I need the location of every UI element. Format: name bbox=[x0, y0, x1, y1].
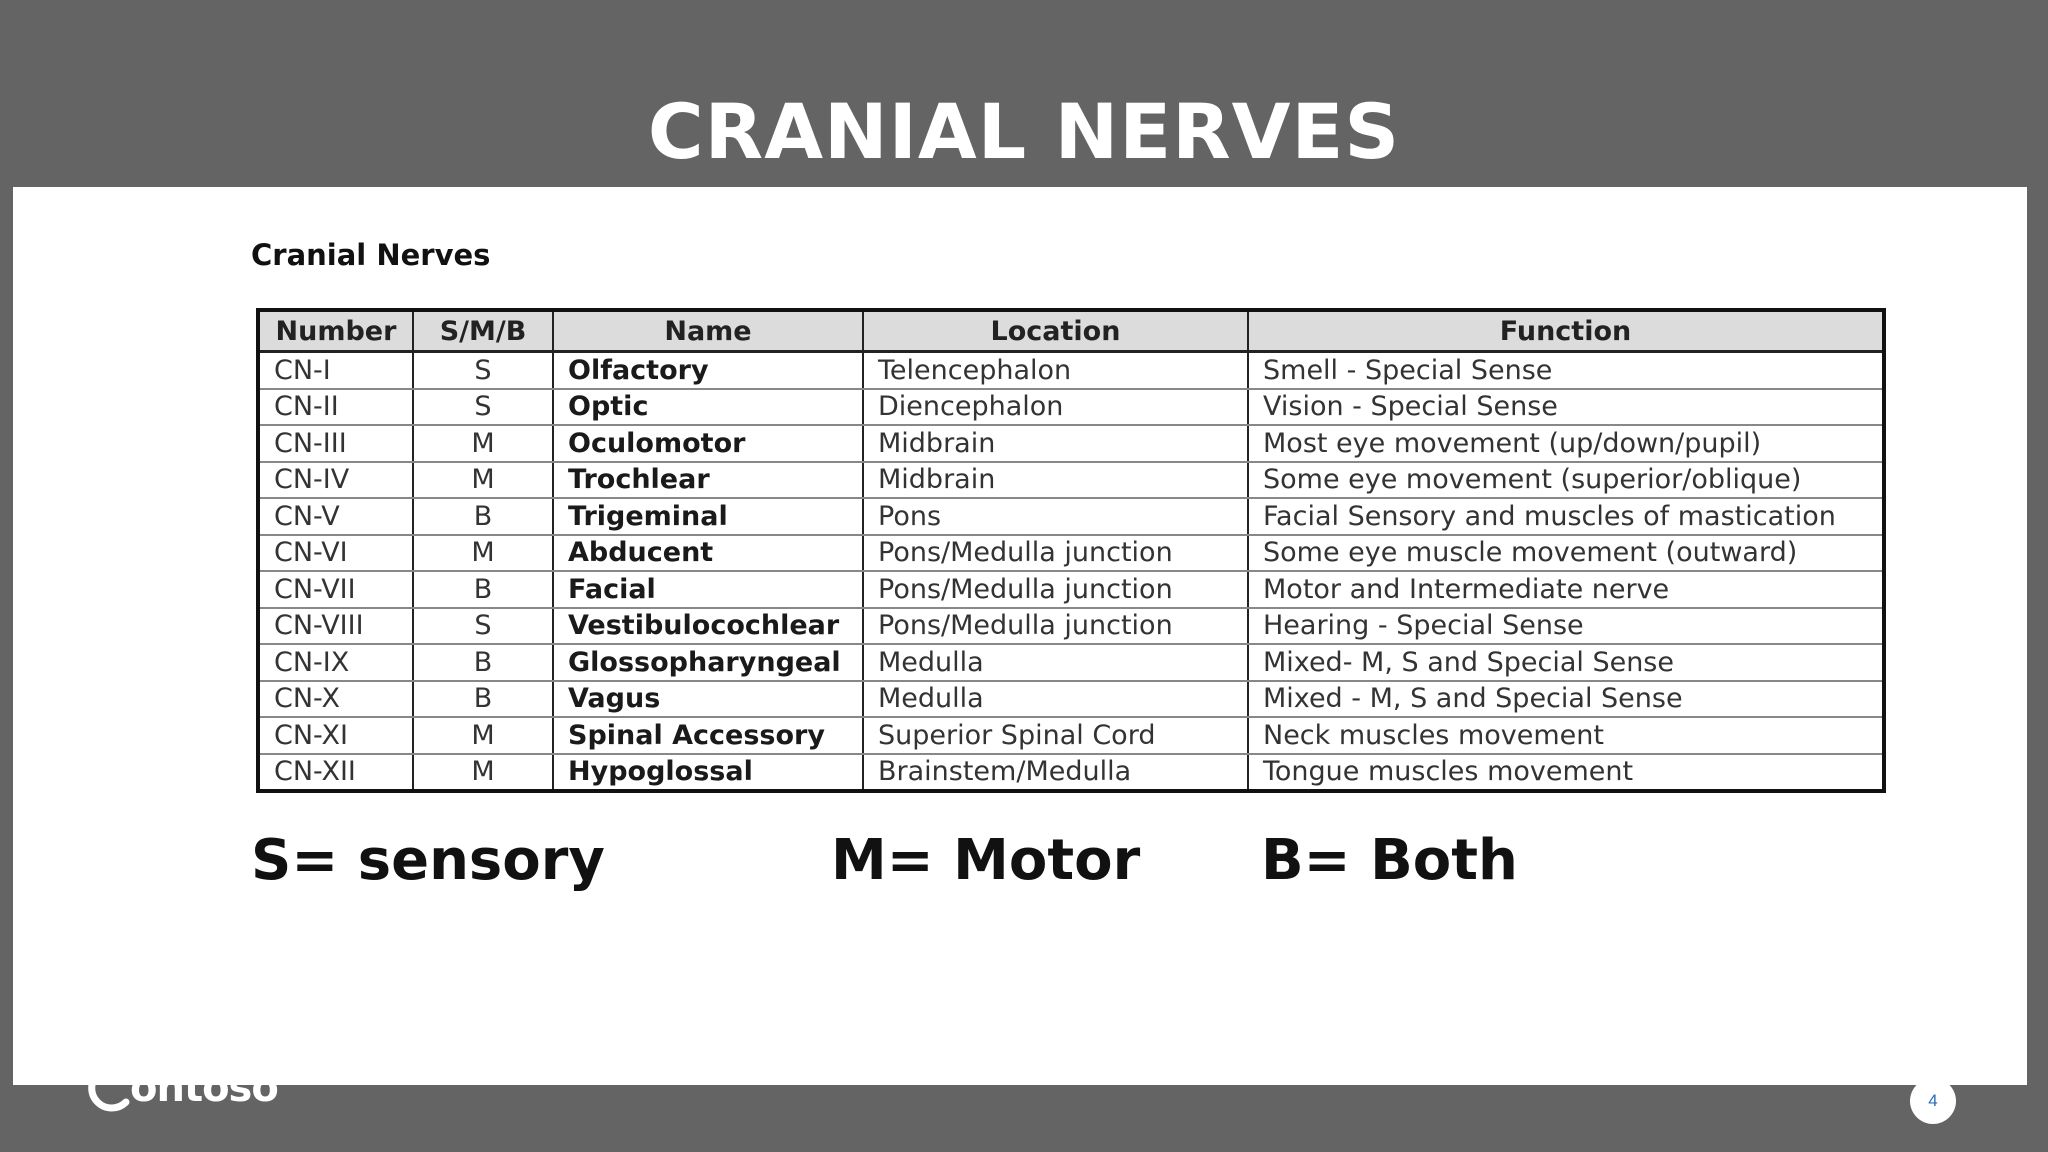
table-row bbox=[258, 462, 1884, 499]
table-body bbox=[258, 352, 1884, 792]
slide-title: CRANIAL NERVES bbox=[647, 87, 1401, 176]
table-row bbox=[258, 644, 1884, 681]
cell-function: Smell - Special Sense bbox=[1248, 352, 1884, 389]
company-logo bbox=[86, 1062, 278, 1114]
cell-type: M bbox=[413, 425, 553, 462]
table-row bbox=[258, 754, 1884, 792]
cell-number: CN-III bbox=[258, 425, 413, 462]
table-row bbox=[258, 352, 1884, 389]
cell-function: Tongue muscles movement bbox=[1248, 754, 1884, 792]
legend-sensory: S= sensory bbox=[251, 828, 605, 893]
cell-location: Pons bbox=[863, 498, 1248, 535]
cell-location: Midbrain bbox=[863, 462, 1248, 499]
table-row bbox=[258, 608, 1884, 645]
cell-location: Diencephalon bbox=[863, 389, 1248, 426]
table-row bbox=[258, 535, 1884, 572]
cell-function: Mixed- M, S and Special Sense bbox=[1248, 644, 1884, 681]
cell-location: Pons/Medulla junction bbox=[863, 608, 1248, 645]
cranial-nerves-table bbox=[256, 308, 1886, 793]
cell-name: Hypoglossal bbox=[553, 754, 863, 792]
cell-name: Facial bbox=[553, 571, 863, 608]
cell-name: Oculomotor bbox=[553, 425, 863, 462]
cell-number: CN-VI bbox=[258, 535, 413, 572]
cell-function: Mixed - M, S and Special Sense bbox=[1248, 681, 1884, 718]
cell-location: Superior Spinal Cord bbox=[863, 717, 1248, 754]
table-header-row bbox=[258, 310, 1884, 352]
cranial-nerves-figure bbox=[13, 187, 2027, 1085]
cell-number: CN-IX bbox=[258, 644, 413, 681]
cell-location: Telencephalon bbox=[863, 352, 1248, 389]
cell-name: Vestibulocochlear bbox=[553, 608, 863, 645]
cell-type: B bbox=[413, 498, 553, 535]
cell-location: Medulla bbox=[863, 681, 1248, 718]
cell-name: Glossopharyngeal bbox=[553, 644, 863, 681]
legend-both: B= Both bbox=[1261, 828, 1518, 893]
cell-name: Vagus bbox=[553, 681, 863, 718]
header-type: S/M/B bbox=[413, 310, 553, 352]
cell-type: B bbox=[413, 644, 553, 681]
header-number: Number bbox=[258, 310, 413, 352]
cell-number: CN-XI bbox=[258, 717, 413, 754]
cell-type: S bbox=[413, 608, 553, 645]
cell-number: CN-X bbox=[258, 681, 413, 718]
cell-number: CN-II bbox=[258, 389, 413, 426]
cell-name: Spinal Accessory bbox=[553, 717, 863, 754]
header-name: Name bbox=[553, 310, 863, 352]
table-row bbox=[258, 498, 1884, 535]
cell-name: Trochlear bbox=[553, 462, 863, 499]
cell-location: Pons/Medulla junction bbox=[863, 535, 1248, 572]
cell-function: Facial Sensory and muscles of mastication bbox=[1248, 498, 1884, 535]
cell-name: Olfactory bbox=[553, 352, 863, 389]
cell-type: S bbox=[413, 389, 553, 426]
cell-location: Brainstem/Medulla bbox=[863, 754, 1248, 792]
cell-function: Some eye muscle movement (outward) bbox=[1248, 535, 1884, 572]
legend-motor: M= Motor bbox=[831, 828, 1141, 893]
cell-location: Midbrain bbox=[863, 425, 1248, 462]
table-heading: Cranial Nerves bbox=[251, 238, 491, 272]
cell-function: Most eye movement (up/down/pupil) bbox=[1248, 425, 1884, 462]
header-function: Function bbox=[1248, 310, 1884, 352]
cell-number: CN-VII bbox=[258, 571, 413, 608]
cell-number: CN-VIII bbox=[258, 608, 413, 645]
cell-function: Some eye movement (superior/oblique) bbox=[1248, 462, 1884, 499]
cell-location: Medulla bbox=[863, 644, 1248, 681]
cell-type: M bbox=[413, 754, 553, 792]
table-row bbox=[258, 571, 1884, 608]
page-number-badge: 4 bbox=[1910, 1078, 1956, 1124]
cell-number: CN-XII bbox=[258, 754, 413, 792]
cell-name: Trigeminal bbox=[553, 498, 863, 535]
table-row bbox=[258, 681, 1884, 718]
cell-type: M bbox=[413, 462, 553, 499]
cell-type: B bbox=[413, 571, 553, 608]
table-row bbox=[258, 389, 1884, 426]
cell-number: CN-IV bbox=[258, 462, 413, 499]
cell-type: S bbox=[413, 352, 553, 389]
cell-name: Optic bbox=[553, 389, 863, 426]
logo-text: ontoso bbox=[130, 1065, 278, 1111]
table-row bbox=[258, 717, 1884, 754]
cell-function: Vision - Special Sense bbox=[1248, 389, 1884, 426]
cell-type: M bbox=[413, 717, 553, 754]
cell-function: Motor and Intermediate nerve bbox=[1248, 571, 1884, 608]
cell-name: Abducent bbox=[553, 535, 863, 572]
cell-number: CN-I bbox=[258, 352, 413, 389]
cell-type: B bbox=[413, 681, 553, 718]
cell-type: M bbox=[413, 535, 553, 572]
table-row bbox=[258, 425, 1884, 462]
cell-function: Hearing - Special Sense bbox=[1248, 608, 1884, 645]
cell-function: Neck muscles movement bbox=[1248, 717, 1884, 754]
header-location: Location bbox=[863, 310, 1248, 352]
cell-number: CN-V bbox=[258, 498, 413, 535]
cell-location: Pons/Medulla junction bbox=[863, 571, 1248, 608]
